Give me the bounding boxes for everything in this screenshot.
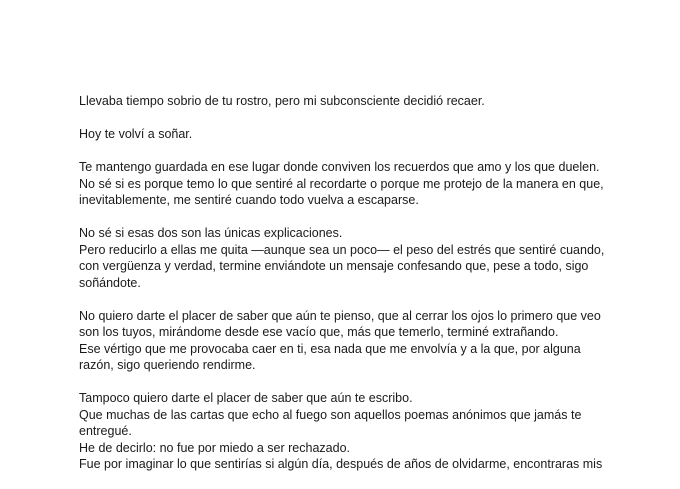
- text-line: entregué.: [79, 424, 132, 438]
- text-line: No sé si es porque temo lo que sentiré al recordarte o porque me protejo de la manera en que,: [79, 176, 604, 191]
- text-line: son los tuyos, mirándome desde ese vacío que, más que temerlo, terminé extrañando.: [79, 325, 559, 339]
- text-line: Pero reducirlo a ellas me quita —aunque sea un poco— el peso del estrés que sentiré cuando,: [79, 242, 605, 257]
- text-line: Llevaba tiempo sobrio de tu rostro, pero mi subconsciente decidió recaer.: [79, 94, 485, 108]
- paragraph: [79, 308, 609, 374]
- text-line: Ese vértigo que me provocaba caer en ti, esa nada que me envolvía y a la que, por alguna: [79, 341, 581, 356]
- text-line: Te mantengo guardada en ese lugar donde conviven los recuerdos que amo y los que duelen.: [79, 160, 600, 174]
- text-line: Que muchas de las cartas que echo al fuego son aquellos poemas anónimos que jamás te: [79, 407, 582, 422]
- text-line: Tampoco quiero darte el placer de saber que aún te escribo.: [79, 391, 413, 405]
- text-line: inevitablemente, me sentiré cuando todo vuelva a escaparse.: [79, 193, 419, 207]
- text-line: Fue por imaginar lo que sentirías si algún día, después de años de olvidarme, encontraras mis: [79, 457, 603, 471]
- text-line: razón, sigo queriendo rendirme.: [79, 358, 256, 372]
- text-line: He de decirlo: no fue por miedo a ser rechazado.: [79, 440, 350, 455]
- paragraph: [79, 93, 609, 110]
- text-line: con vergüenza y verdad, termine enviándote un mensaje confesando que, pese a todo, sigo: [79, 259, 589, 273]
- paragraph: [79, 225, 609, 291]
- document-page: [79, 93, 609, 489]
- text-line: No quiero darte el placer de saber que aún te pienso, que al cerrar los ojos lo primero que veo: [79, 308, 601, 323]
- paragraph: [79, 159, 609, 209]
- text-line: Hoy te volví a soñar.: [79, 127, 193, 141]
- paragraph: [79, 390, 609, 473]
- text-line: No sé si esas dos son las únicas explicaciones.: [79, 226, 343, 240]
- text-line: soñándote.: [79, 275, 141, 290]
- paragraph: [79, 126, 609, 143]
